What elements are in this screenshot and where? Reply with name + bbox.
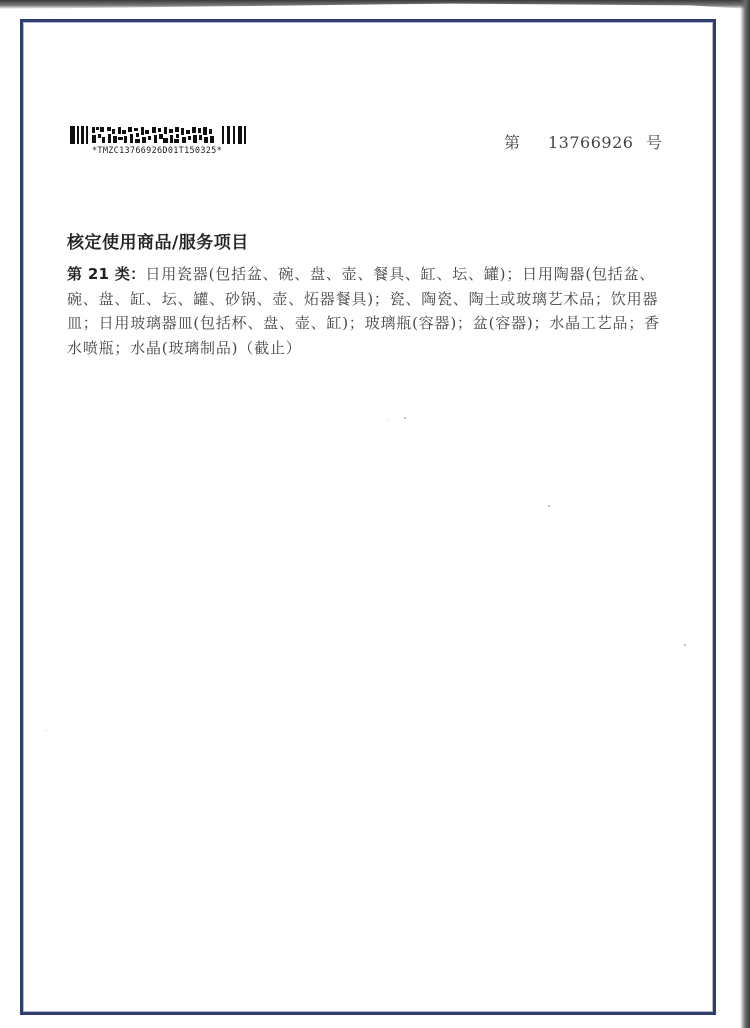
barcode-icon (70, 126, 248, 144)
registration-number-value: 13766926 (548, 133, 634, 152)
goods-list-paragraph (67, 262, 667, 360)
goods-class-label: 第 21 类： (67, 265, 146, 283)
barcode-code-text: *TMZC13766926D01T150325* (92, 146, 223, 156)
goods-items-text: 日用瓷器(包括盆、碗、盘、壶、餐具、缸、坛、罐)；日用陶器(包括盆、碗、盘、缸、坛、罐、砂锅、壶、炻器餐具)；瓷、陶瓷、陶土或玻璃艺术品；饮用器皿；日用玻璃器皿(包括杯、盘、壶、缸)；玻璃瓶(容器)；盆(容器)；水晶工艺品；香水喷瓶；水晶(玻璃制品)（截止） (67, 265, 660, 357)
section-title: 核定使用商品/服务项目 (67, 233, 249, 253)
barcode (70, 126, 260, 156)
registration-suffix: 号 (646, 133, 663, 152)
registration-number (504, 130, 662, 153)
document-border-frame (20, 19, 716, 1015)
scan-edge-top (0, 0, 750, 9)
registration-prefix: 第 (504, 133, 521, 152)
scan-edge-right (740, 0, 750, 1028)
